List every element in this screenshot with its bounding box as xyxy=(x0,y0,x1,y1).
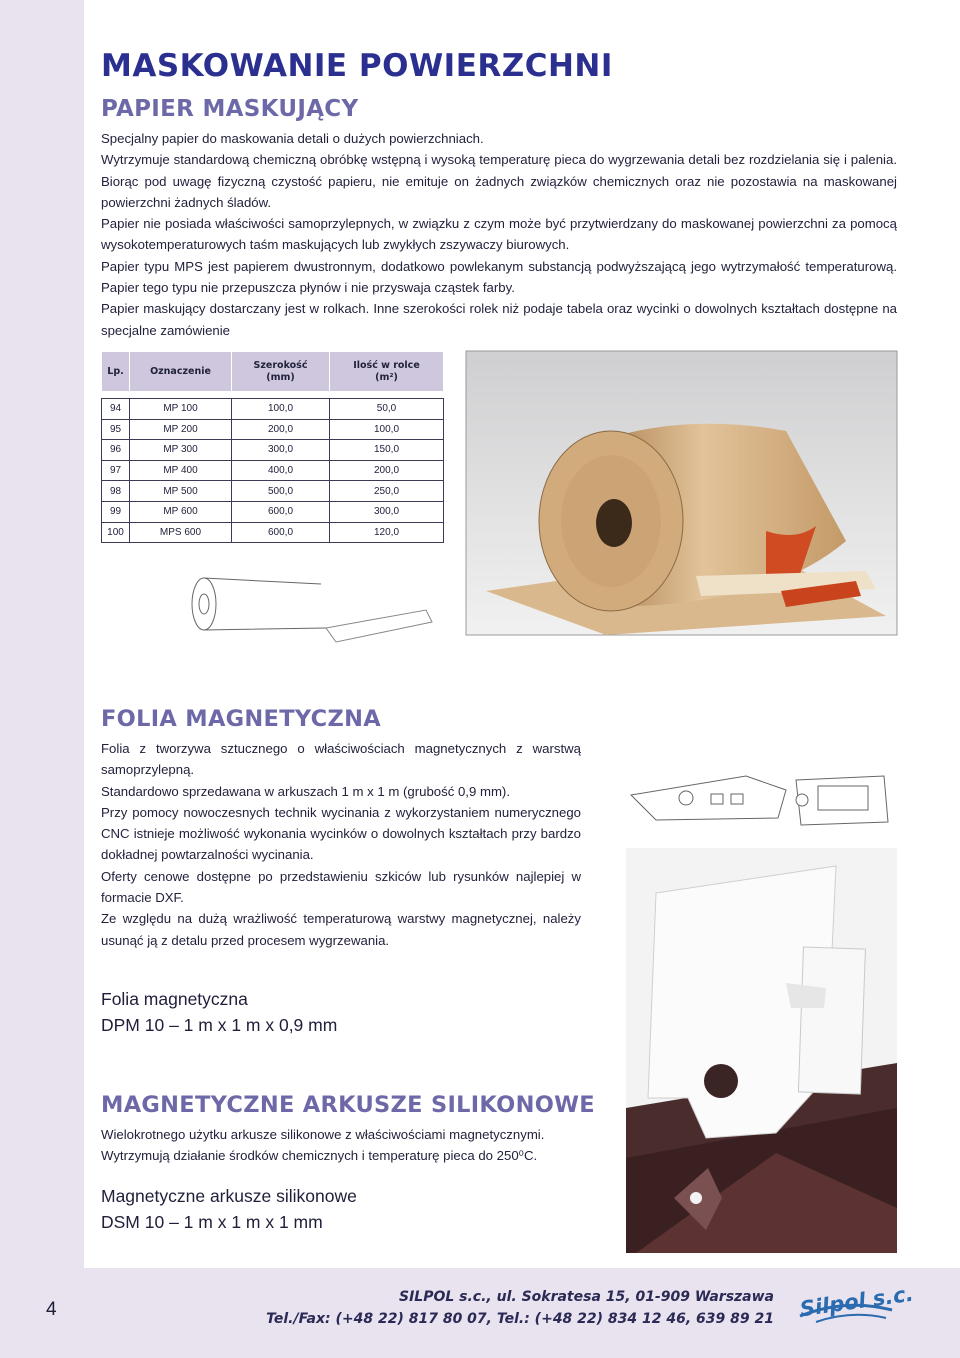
table-row: 98 MP 500 500,0 250,0 xyxy=(102,481,444,502)
paper-roll-drawing xyxy=(186,570,436,650)
folia-description xyxy=(101,738,581,951)
arkusze-spec xyxy=(101,1183,357,1235)
table-row: 100 MPS 600 600,0 120,0 xyxy=(102,522,444,543)
heading-magnetyczne-arkusze: MAGNETYCZNE ARKUSZE SILIKONOWE xyxy=(101,1092,595,1118)
table-row: 94 MP 100 100,0 50,0 xyxy=(102,399,444,420)
spec-code: DPM 10 – 1 m x 1 m x 0,9 mm xyxy=(101,1015,338,1035)
col-header-ilosc: Ilość w rolce (m²) xyxy=(330,352,444,392)
spec-code: DSM 10 – 1 m x 1 m x 1 mm xyxy=(101,1212,323,1232)
magnetic-parts-drawing xyxy=(626,770,896,830)
arkusze-description xyxy=(101,1124,601,1167)
paragraph: Wytrzymuje standardową chemiczną obróbkę wstępną i wysoką temperaturę pieca do wygrzewania detali bez rozdzielania się i palenia. Biorąc pod uwagę fizyczną czystość papieru, nie emituje on żadnych związków chemicznych oraz nie pozostawia na maskowanej powierzchni żadnych śladów. xyxy=(101,152,897,210)
page-title: MASKOWANIE POWIERZCHNI xyxy=(101,48,613,84)
footer-address: SILPOL s.c., ul. Sokratesa 15, 01-909 Warszawa xyxy=(398,1289,774,1305)
silpol-logo xyxy=(796,1276,915,1340)
table-row: 97 MP 400 400,0 200,0 xyxy=(102,460,444,481)
page-number: 4 xyxy=(46,1299,57,1320)
paragraph: Wielokrotnego użytku arkusze silikonowe z właściwościami magnetycznymi. xyxy=(101,1127,545,1142)
table-row: 95 MP 200 200,0 100,0 xyxy=(102,419,444,440)
folia-spec xyxy=(101,986,337,1038)
spec-name: Folia magnetyczna xyxy=(101,989,248,1009)
paper-rolls-table xyxy=(101,351,444,543)
paragraph: Wytrzymują działanie środków chemicznych i temperaturę pieca do 250⁰C. xyxy=(101,1148,538,1164)
heading-folia-magnetyczna: FOLIA MAGNETYCZNA xyxy=(101,706,381,732)
paragraph: Papier maskujący dostarczany jest w rolkach. Inne szerokości rolek niż podaje tabela oraz wycinki o dowolnych kształtach dostępne na specjalne zamówienie xyxy=(101,301,897,338)
table-header-row xyxy=(102,352,444,392)
logo-text: Silpol s.c. xyxy=(798,1281,915,1322)
paragraph: Standardowo sprzedawana w arkuszach 1 m x 1 m (grubość 0,9 mm). xyxy=(101,783,510,799)
table-row: 99 MP 600 600,0 300,0 xyxy=(102,501,444,522)
left-sidebar-band xyxy=(0,0,84,1358)
papier-description xyxy=(101,128,897,341)
paragraph: Przy pomocy nowoczesnych technik wycinania z wykorzystaniem numerycznego CNC istnieje możliwość wykonania wycinków o dowolnych kształtach przy bardzo dokładnej powtarzalności wycinania. xyxy=(101,804,581,863)
paragraph: Specjalny papier do maskowania detali o dużych powierzchniach. xyxy=(101,131,484,146)
col-header-oznaczenie: Oznaczenie xyxy=(130,352,232,392)
paragraph: Papier typu MPS jest papierem dwustronnym, dodatkowo powlekanym substancją podwyższającą jego wytrzymałość temperaturową. Papier tego typu nie przepuszcza płynów i nie przyswaja cząstek farby. xyxy=(101,258,897,296)
spec-name: Magnetyczne arkusze silikonowe xyxy=(101,1186,357,1206)
paragraph: Oferty cenowe dostępne po przedstawieniu szkiców lub rysunków najlepiej w formacie DXF. xyxy=(101,868,581,906)
paper-roll-photo xyxy=(466,351,897,635)
heading-papier-maskujacy: PAPIER MASKUJĄCY xyxy=(101,96,359,122)
col-header-szerokosc: Szerokość (mm) xyxy=(232,352,330,392)
footer-contact: Tel./Fax: (+48 22) 817 80 07, Tel.: (+48 22) 834 12 46, 639 89 21 xyxy=(266,1311,774,1327)
col-header-lp: Lp. xyxy=(102,352,130,392)
paragraph: Papier nie posiada właściwości samoprzylepnych, w związku z czym może być przytwierdzany do maskowanej powierzchni za pomocą wysokotemperaturowych taśm maskujących lub zwykłych zszywaczy biurowych. xyxy=(101,216,897,253)
paragraph: Folia z tworzywa sztucznego o właściwościach magnetycznych z warstwą samoprzylepną. xyxy=(101,741,581,778)
paragraph: Ze względu na dużą wrażliwość temperaturową warstwy magnetycznej, należy usunąć ją z detalu przed procesem wygrzewania. xyxy=(101,911,581,948)
silicone-sheets-photo xyxy=(626,848,897,1253)
table-row: 96 MP 300 300,0 150,0 xyxy=(102,440,444,461)
